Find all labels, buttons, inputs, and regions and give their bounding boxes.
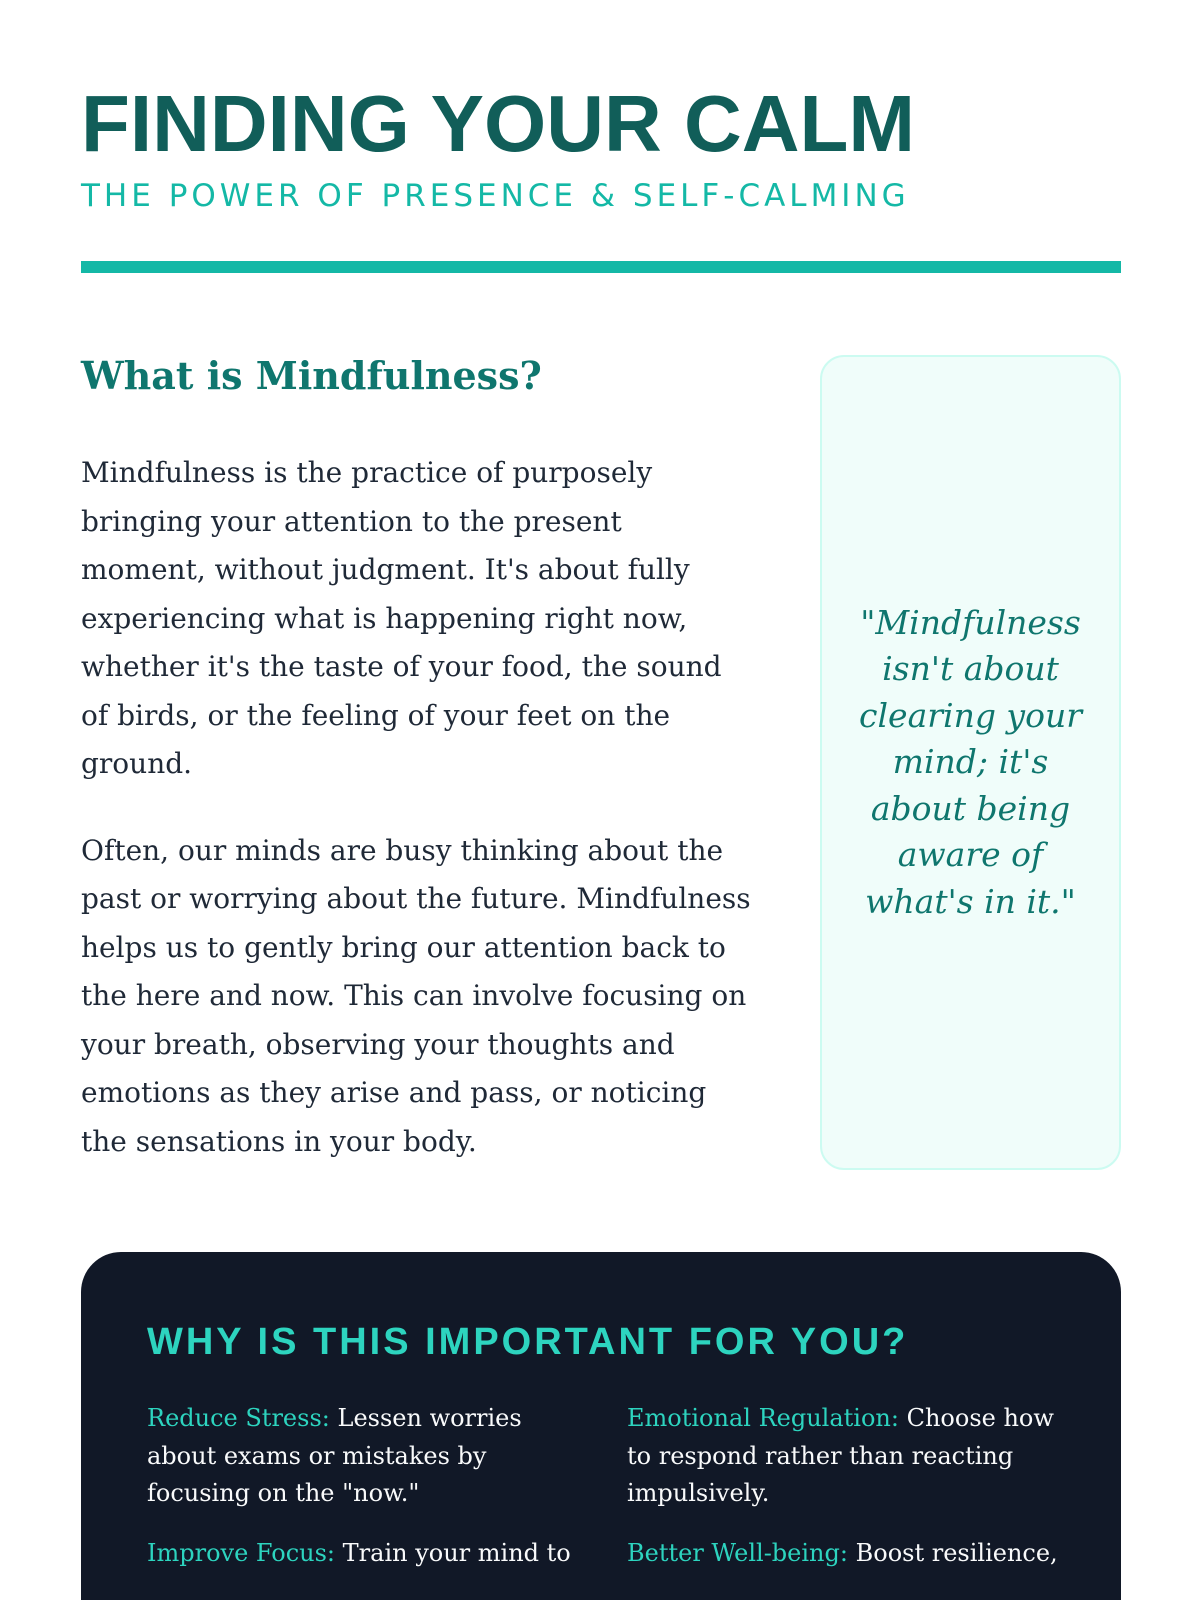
benefit-text: Lessen worries about exams or mistakes by focusing on the "now.": [147, 1404, 522, 1507]
importance-panel: [81, 1252, 1121, 1600]
quote-text: "Mindfulness isn't about clearing your mind; it's about being aware of what's in it.": [859, 602, 1082, 921]
benefit-item-improve-focus: [147, 1535, 587, 1573]
benefit-text: Boost resilience,: [855, 1538, 1058, 1567]
document-header: [81, 80, 1121, 214]
benefit-label: Emotional Regulation:: [627, 1404, 899, 1432]
benefit-label: Improve Focus:: [147, 1538, 336, 1567]
header-divider: [81, 261, 1121, 273]
benefits-grid: [147, 1400, 1058, 1572]
importance-heading: WHY IS THIS IMPORTANT FOR YOU?: [147, 1321, 909, 1363]
benefit-text: Train your mind to: [342, 1538, 571, 1567]
benefit-item-reduce-stress: [147, 1400, 587, 1513]
quote-card: [820, 355, 1121, 1170]
benefit-text: Choose how to respond rather than reacting impulsively.: [627, 1404, 1054, 1507]
page-title: FINDING YOUR CALM: [81, 79, 916, 168]
benefit-item-emotional-regulation: [627, 1400, 1067, 1513]
body-paragraph-1: Mindfulness is the practice of purposely bringing your attention to the present moment, without judgment. It's about fully experiencing what is happening right now, whether it's the taste of your food, the sound of birds, or the feeling of your feet on the ground.: [81, 456, 722, 780]
benefit-label: Better Well-being:: [627, 1538, 848, 1567]
benefit-label: Reduce Stress:: [147, 1404, 330, 1432]
benefit-item-better-well-being: [627, 1535, 1067, 1573]
page-subtitle: THE POWER OF PRESENCE & SELF-CALMING: [81, 178, 910, 214]
mindfulness-heading: What is Mindfulness?: [81, 353, 542, 398]
body-paragraph-2: Often, our minds are busy thinking about the past or worrying about the future. Mindfulness helps us to gently bring our attention back to the here and now. This can involve focusing on your breath, observing your thoughts and emotions as they arise and pass, or noticing the sensations in your body.: [81, 833, 751, 1158]
mindfulness-body: [81, 449, 751, 1204]
